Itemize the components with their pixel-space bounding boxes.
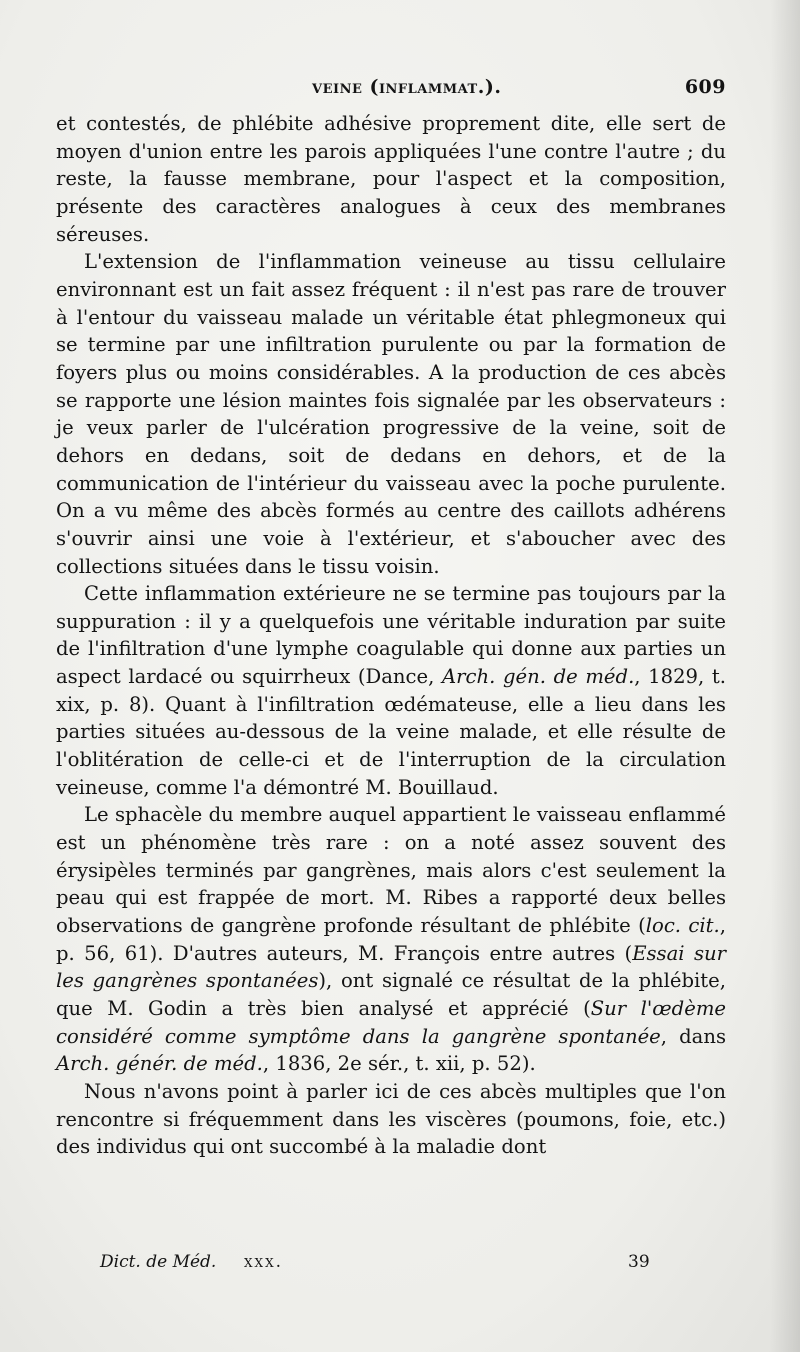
paragraph-2: L'extension de l'inflammation veineuse au tissu cellulaire environnant est un fait assez fréquent : il n'est pas rare de trouver à l'entour du vaisseau malade un véritable état phlegmoneux qui se termine par une infiltration purulente ou par la formation de foyers plus ou moins considérables. A la production de ces abcès se rapporte une lésion maintes fois signalée par les observateurs : je veux parler de l'ulcération progressive de la veine, soit de dehors en dedans, soit de dedans en dehors, et de la communication de l'intérieur du vaisseau avec la poche purulente. On a vu même des abcès formés au centre des caillots adhérens s'ouvrir ainsi une voie à l'extérieur, et s'aboucher avec des collections situées dans le tissu voisin.: [56, 250, 726, 578]
page-edge-shadow: [770, 0, 800, 1352]
paragraph-4-text-b: , p. 56, 61). D'autres auteurs, M. François entre autres (: [56, 914, 726, 965]
running-head: [56, 76, 726, 104]
citation-arch-gener-de-med: Arch. génér. de méd.: [56, 1052, 263, 1076]
footer-sheet-number: 39: [628, 1252, 650, 1272]
paragraph-5: Nous n'avons point à parler ici de ces abcès multiples que l'on rencontre si fréquemment dans les viscères (poumons, foie, etc.) des individus qui ont succombé à la maladie dont: [56, 1079, 726, 1159]
body-text: [56, 110, 726, 1161]
citation-essai-gangrenes: Essai sur les gangrènes spontanées: [56, 941, 726, 993]
page-footer: [56, 1252, 726, 1278]
citation-loc-cit: loc. cit.: [645, 914, 720, 938]
paragraph-4-text-e: , 1836, 2e sér., t. xii, p. 52).: [262, 1052, 536, 1076]
running-title: veine (inflammat.).: [312, 76, 502, 98]
footer-signature: Dict. de Méd.: [100, 1252, 217, 1272]
paragraph-3-text-a: Cette inflammation extérieure ne se termine pas toujours par la suppuration : il y a quelquefois une véritable induration par suite de l'infiltration d'une lymphe coagulable qui donne aux parties un aspect lardacé ou squirrheux (Dance,: [56, 582, 726, 689]
paragraph-4-text-d: , dans: [660, 1024, 727, 1048]
citation-arch-gen-de-med: Arch. gén. de méd.: [441, 665, 635, 689]
footer-volume: xxx.: [244, 1252, 284, 1272]
page-number: 609: [684, 76, 726, 98]
paragraph-4: [56, 801, 726, 1078]
paragraph-3-text-b: , 1829, t. xix, p. 8). Quant à l'infiltration œdémateuse, elle a lieu dans les parties situées au-dessous de la veine malade, et elle résulte de l'oblitération de celle-ci et de l'interruption de la circulation veineuse, comme l'a démontré M. Bouillaud.: [56, 665, 726, 799]
citation-sur-oedeme: Sur l'œdème considéré comme symptôme dans la gangrène spontanée: [56, 997, 726, 1048]
paragraph-3: [56, 580, 726, 801]
paragraph-4-text-c: ), ont signalé ce résultat de la phlébite, que M. Godin a très bien analysé et apprécié (: [56, 969, 726, 1020]
paragraph-4-text-a: Le sphacèle du membre auquel appartient le vaisseau enflammé est un phénomène très rare : on a noté assez souvent des érysipèles terminés par gangrènes, mais alors c'est seulement la peau qui est frappée de mort. M. Ribes a rapporté deux belles observations de gangrène profonde résultant de phlébite (: [56, 803, 726, 938]
paragraph-1: et contestés, de phlébite adhésive proprement dite, elle sert de moyen d'union entre les parois appliquées l'une contre l'autre ; du reste, la fausse membrane, pour l'aspect et la composition, présente des caractères analogues à ceux des membranes séreuses.: [56, 112, 726, 246]
